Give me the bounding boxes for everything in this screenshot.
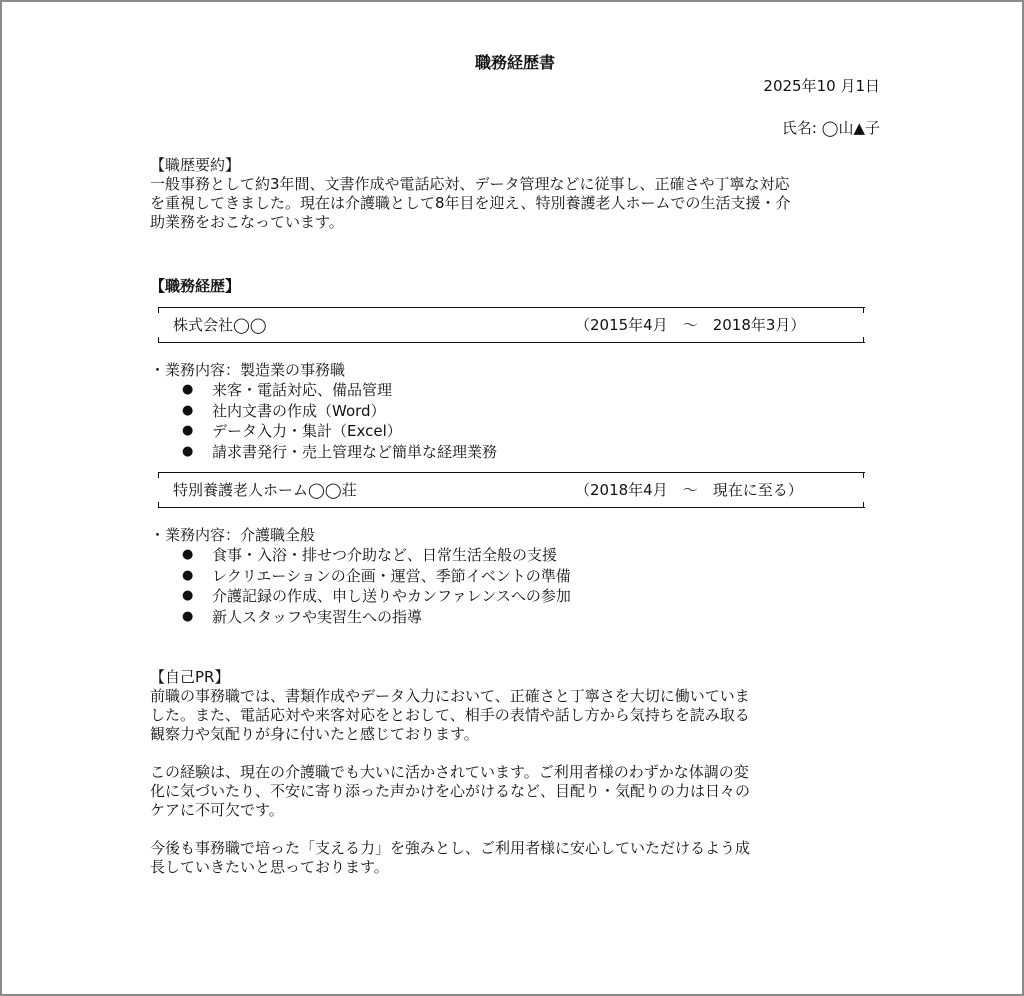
pr-line: この経験は、現在の介護職でも大いに活かされています。ご利用者様のわずかな体調の変 <box>150 763 749 781</box>
list-item <box>150 566 571 587</box>
list-item <box>150 421 497 442</box>
pr-line: 化に気づいたり、不安に寄り添った声かけを心がけるなど、目配り・気配りの力は日々の <box>150 782 751 800</box>
job-header-box <box>158 472 864 508</box>
pr-line: 今後も事務職で培った「支える力」を強みとし、ご利用者様に安心していただけるよう成 <box>150 839 751 857</box>
pr-section <box>150 668 880 877</box>
pr-line: 長していきたいと思っております。 <box>150 858 389 876</box>
duty-text: レクリエーションの企画・運営、季節イベントの準備 <box>212 566 571 585</box>
duty-text: 来客・電話対応、備品管理 <box>212 381 393 399</box>
duty-text: 請求書発行・売上管理など簡単な経理業務 <box>212 442 498 461</box>
list-item <box>150 442 497 463</box>
applicant-name: 氏名: ◯山▲子 <box>781 119 880 137</box>
duty-text: 介護記録の作成、申し送りやカンファレンスへの参加 <box>212 587 571 605</box>
document-date: 2025年10 月1日 <box>763 77 880 95</box>
job-duty-list <box>150 545 571 627</box>
job-company: 株式会社◯◯ <box>173 316 267 334</box>
summary-section <box>150 156 880 232</box>
list-item <box>150 607 571 628</box>
job-duty-label: ・業務内容：製造業の事務職 <box>150 361 346 379</box>
history-heading: 【職務経歴】 <box>150 277 241 295</box>
history-section <box>150 277 880 296</box>
bullet-icon: ● <box>182 402 194 418</box>
pr-line: 前職の事務職では、書類作成やデータ入力において、正確さと丁寧さを大切に働いていま <box>150 687 750 705</box>
duty-text: データ入力・集計（Excel） <box>212 422 402 440</box>
bullet-icon: ● <box>182 547 194 562</box>
job-duty-label: ・業務内容：介護職全般 <box>150 526 316 544</box>
list-item <box>150 545 571 566</box>
bullet-icon: ● <box>182 443 194 459</box>
bullet-icon: ● <box>182 608 194 624</box>
bullet-icon: ● <box>182 588 194 603</box>
duty-text: 新人スタッフや実習生への指導 <box>212 607 423 626</box>
job-period: （2015年4月 ～ 2018年3月） <box>575 316 806 334</box>
bullet-icon: ● <box>182 423 194 438</box>
pr-heading: 【自己PR】 <box>150 668 230 686</box>
pr-line: 観察力や気配りが身に付いたと感じております。 <box>150 725 479 743</box>
list-item <box>150 586 571 607</box>
job-period: （2018年4月 ～ 現在に至る） <box>575 481 803 499</box>
pr-line: ケアに不可欠です。 <box>150 801 284 819</box>
summary-heading: 【職歴要約】 <box>150 156 241 174</box>
job-company: 特別養護老人ホーム◯◯荘 <box>173 481 357 499</box>
pr-line: した。また、電話応対や来客対応をとおして、相手の表情や話し方から気持ちを読み取る <box>150 706 750 724</box>
duty-text: 食事・入浴・排せつ介助など、日常生活全般の支援 <box>212 546 558 564</box>
summary-line: 助業務をおこなっています。 <box>150 213 344 231</box>
list-item <box>150 380 497 401</box>
duty-text: 社内文書の作成（Word） <box>212 401 386 420</box>
summary-line: を重視してきました。現在は介護職として8年目を迎え、特別養護老人ホームでの生活支援・介 <box>150 194 791 212</box>
summary-line: 一般事務として約3年間、文書作成や電話応対、データ管理などに従事し、正確さや丁寧な対応 <box>150 175 790 193</box>
list-item <box>150 401 497 422</box>
document-title: 職務経歴書 <box>474 53 555 72</box>
bullet-icon: ● <box>182 567 194 583</box>
job-header-box <box>158 307 864 343</box>
job-duty-list <box>150 380 497 462</box>
bullet-icon: ● <box>182 382 194 397</box>
